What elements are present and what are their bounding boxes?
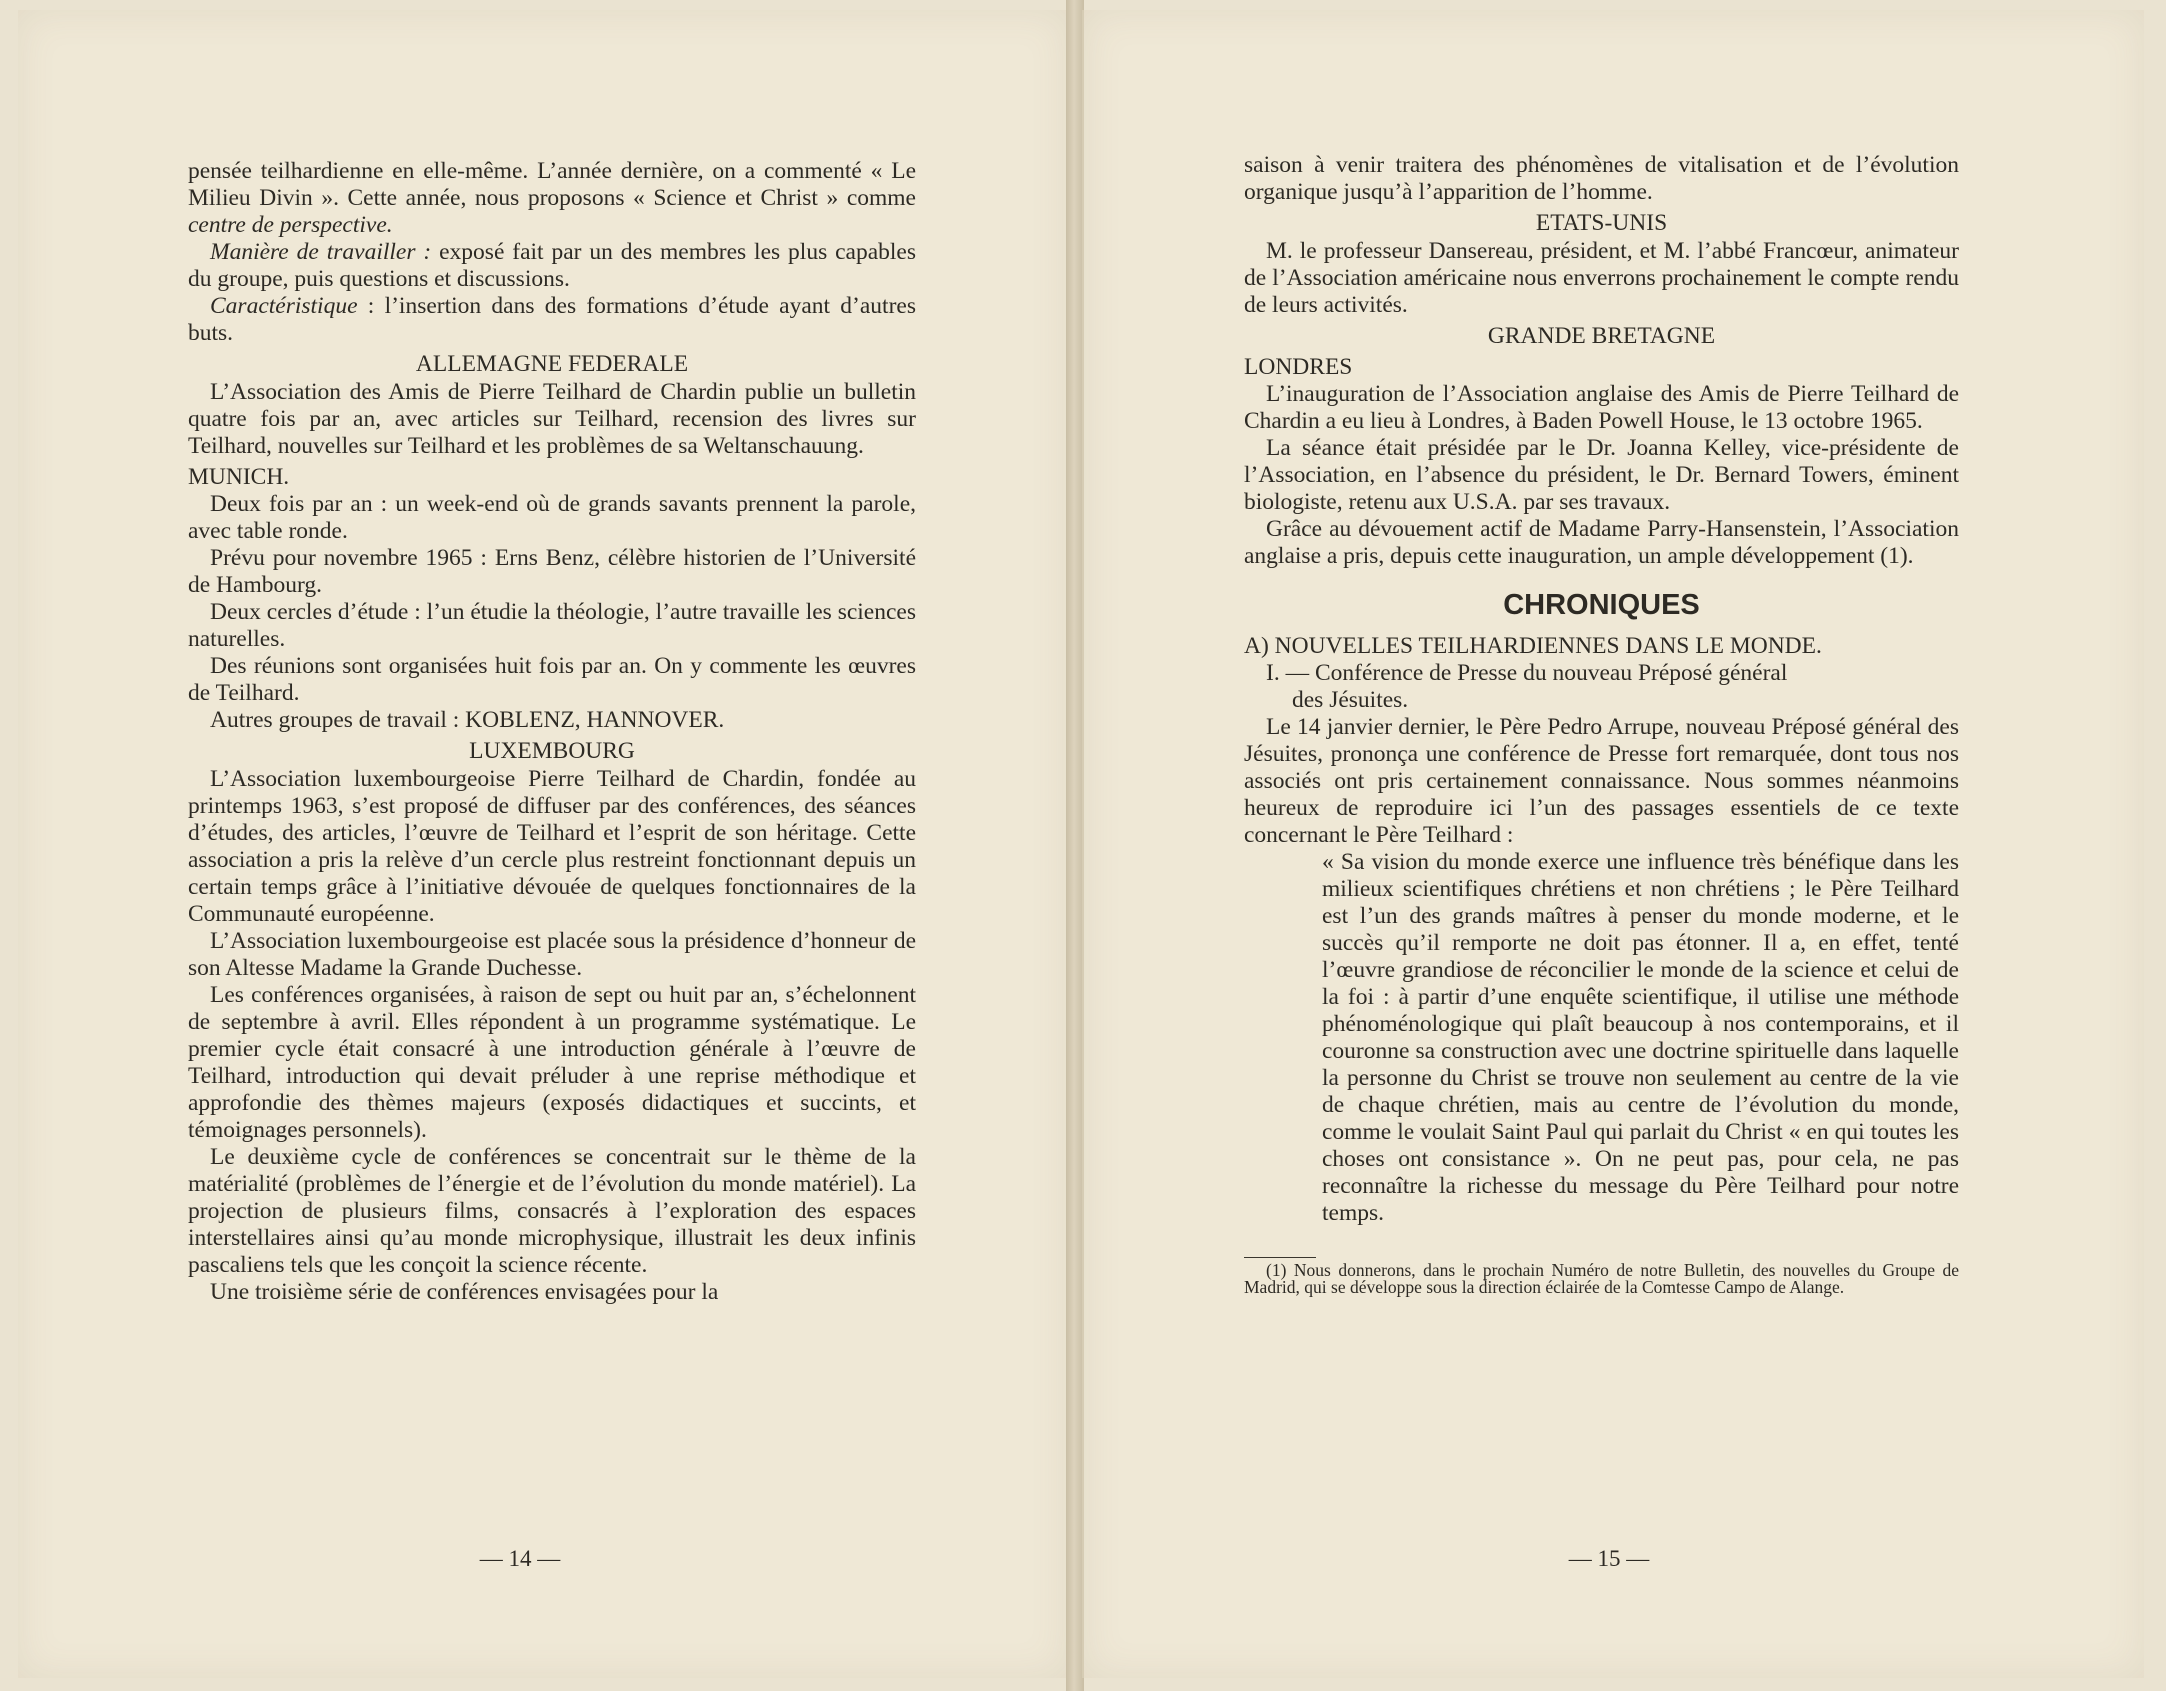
footnote-rule	[1244, 1257, 1316, 1258]
paragraph: L’Association luxembourgeoise est placée sous la présidence d’honneur de son Altesse Madame la Grande Duchesse.	[188, 928, 916, 981]
footnote: (1) Nous donnerons, dans le prochain Numéro de notre Bulletin, des nouvelles du Groupe de Madrid, qui se développe sous la direction éclairée de la Comtesse Campo de Alange.	[1244, 1260, 1959, 1297]
paragraph: La séance était présidée par le Dr. Joanna Kelley, vice-présidente de l’Association, en l’absence du président, le Dr. Bernard Towers, éminent biologiste, retenu aux U.S.A. par ses travaux.	[1244, 435, 1959, 515]
page-number: — 14 —	[479, 1546, 561, 1571]
paragraph: Le 14 janvier dernier, le Père Pedro Arrupe, nouveau Préposé général des Jésuites, prononça une conférence de Presse fort remarquée, dont tous nos associés ont pris certainement connaissance. Nous sommes néanmoins heureux de reproduire ici l’un des passages essentiels de ce texte concernant le Père Teilhard :	[1244, 714, 1959, 848]
paragraph: M. le professeur Dansereau, président, et M. l’abbé Francœur, animateur de l’Association américaine nous enverrons prochainement le compte rendu de leurs activités.	[1244, 238, 1959, 318]
paragraph: Caractéristique : l’insertion dans des formations d’étude ayant d’autres buts.	[188, 293, 916, 346]
section-heading: ETATS-UNIS	[1535, 210, 1668, 236]
quotation: « Sa vision du monde exerce une influence très bénéfique dans les milieux scientifiques chrétiens et non chrétiens ; le Père Teilhard est l’un des grands maîtres à penser du monde moderne, et le succès qu’il remporte ne doit pas étonner. Il a, en effet, tenté l’œuvre grandiose de réconcilier le monde de la science et celui de la foi : à partir d’une enquête scientifique, il utilise une méthode phénoménologique qui plaît beaucoup à nos contemporains, et il couronne sa construction avec une doctrine spirituelle dans laquelle la personne du Christ se trouve non seulement au centre de la vie de chaque chrétien, mais au centre de l’évolution du monde, comme le voulait Saint Paul qui parlait du Christ « en qui toutes les choses ont consistance ». On ne peut pas, pour cela, ne pas reconnaître la richesse du message du Père Teilhard pour notre temps.	[1322, 849, 1959, 1226]
section-title: A) NOUVELLES TEILHARDIENNES DANS LE MONDE.	[1244, 633, 1822, 659]
paragraph: Une troisième série de conférences envisagées pour la	[210, 1279, 719, 1305]
section-heading: ALLEMAGNE FEDERALE	[415, 351, 689, 377]
paragraph: Des réunions sont organisées huit fois par an. On y commente les œuvres de Teilhard.	[188, 653, 916, 706]
paragraph: Le deuxième cycle de conférences se concentrait sur le thème de la matérialité (problèmes de l’énergie et de l’évolution du monde matériel). La projection de plusieurs films, consacrés à l’exploration des espaces interstellaires ainsi qu’au monde microphysique, illustrait les deux infinis pascaliens tels que les conçoit la science récente.	[188, 1144, 916, 1278]
paragraph: Manière de travailler : exposé fait par un des membres les plus capables du groupe, puis questions et discussions.	[188, 239, 917, 292]
paragraph: saison à venir traitera des phénomènes de vitalisation et de l’évolution organique jusqu’à l’apparition de l’homme.	[1244, 152, 1959, 205]
paragraph: L’Association des Amis de Pierre Teilhard de Chardin publie un bulletin quatre fois par an, avec articles sur Teilhard, recension des livres sur Teilhard, nouvelles sur Teilhard et les problèmes de sa Weltanschauung.	[188, 379, 916, 459]
paragraph: L’Association luxembourgeoise Pierre Teilhard de Chardin, fondée au printemps 1963, s’est proposé de diffuser par des conférences, des séances d’études, des articles, l’œuvre de Teilhard et l’esprit de son héritage. Cette association a pris la relève d’un cercle plus restreint fonctionnant depuis un certain temps grâce à l’initiative dévouée de quelques fonctionnaires de la Communauté européenne.	[188, 766, 916, 927]
subheading: LONDRES	[1244, 354, 1353, 380]
paragraph: Deux cercles d’étude : l’un étudie la théologie, l’autre travaille les sciences naturelles.	[188, 599, 916, 652]
paragraph: Les conférences organisées, à raison de sept ou huit par an, s’échelonnent de septembre à avril. Elles répondent à un programme systématique. Le premier cycle était consacré à une introduction générale à l’œuvre de Teilhard, introduction qui devait préluder à une reprise méthodique et approfondie des thèmes majeurs (exposés didactiques et succints, et témoignages personnels).	[188, 982, 916, 1143]
paragraph: L’inauguration de l’Association anglaise des Amis de Pierre Teilhard de Chardin a eu lieu à Londres, à Baden Powell House, le 13 octobre 1965.	[1244, 381, 1959, 434]
right-page	[1082, 10, 2144, 1678]
section-heading: GRANDE BRETAGNE	[1487, 323, 1716, 349]
section-heading: LUXEMBOURG	[469, 738, 635, 764]
subsection-title: I. — Conférence de Presse du nouveau Préposé général des Jésuites.	[1266, 660, 1788, 713]
paragraph: Deux fois par an : un week-end où de grands savants prennent la parole, avec table ronde.	[188, 491, 916, 544]
subheading: MUNICH.	[188, 464, 290, 490]
paragraph: pensée teilhardienne en elle-même. L’année dernière, on a commenté « Le Milieu Divin ». Cette année, nous proposons « Science et Christ » comme centre de perspective.	[188, 158, 916, 238]
page-number: — 15 —	[1568, 1546, 1650, 1571]
chroniques-heading: CHRONIQUES	[1503, 589, 1700, 621]
left-page	[18, 10, 1070, 1678]
paragraph: Prévu pour novembre 1965 : Erns Benz, célèbre historien de l’Université de Hambourg.	[188, 545, 916, 598]
left-text-column	[188, 158, 916, 1306]
paragraph: Grâce au dévouement actif de Madame Parry-Hansenstein, l’Association anglaise a pris, depuis cette inauguration, un ample développement (1).	[1244, 516, 1959, 569]
right-text-column	[1244, 152, 1959, 1296]
paragraph: Autres groupes de travail : KOBLENZ, HANNOVER.	[210, 707, 725, 733]
